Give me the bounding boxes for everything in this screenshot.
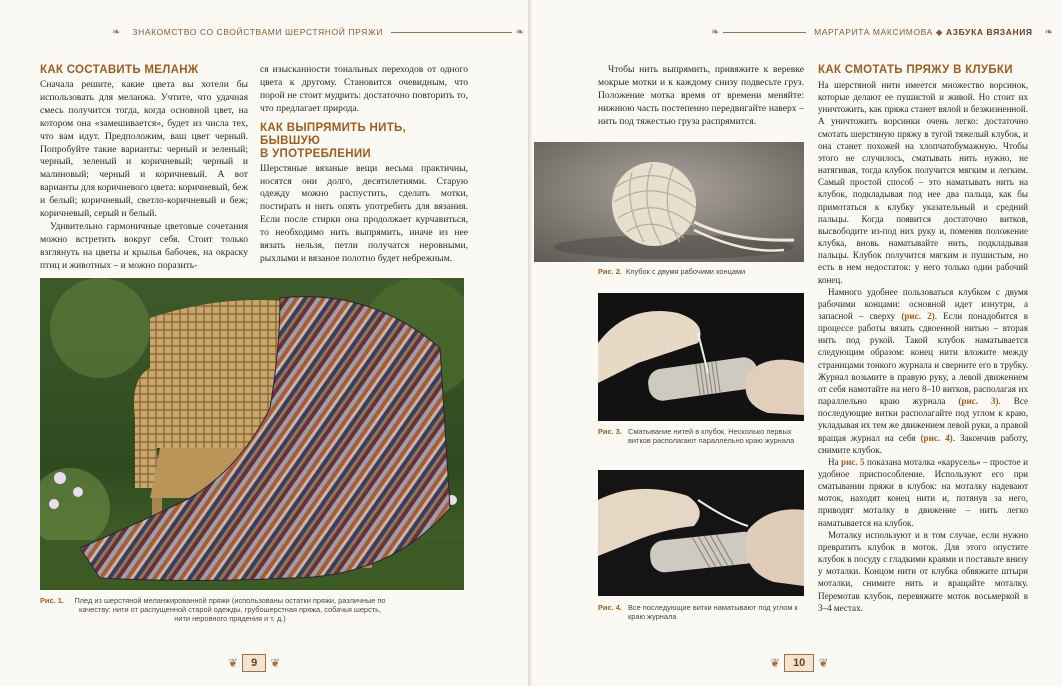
paragraph: На шерстяной нити имеется множество ворсинок, которые делают ее пушистой и живой. Но стоит их уничтожить, как пряжа станет вялой и безжизненной. А уничтожить ворсинки очень легко: достаточно смотать шерстяную пряжу в тугой тяжелый клубок, и она станет похожей на хлопчатобумажную. Чтобы этого не случилось, сматывать нить нужно, не натягивая, тогда клубок получится мягким и легким. Самый простой способ – это наматывать нить на клубок, подкладывая под нее два пальца, как бы примотаться к клубку указательный и средний пальцы. Когда появится достаточно витков, высвободите из-под них руку и, поменяв положение клубка, вновь наматывайте нить, подкладывая пальцы. Клубок получится мягким и пушистым, но есть в нем недостаток: у него только один рабочий конец. [818, 80, 1028, 285]
running-head-rule [723, 32, 806, 33]
section-title-melange: КАК СОСТАВИТЬ МЕЛАНЖ [40, 64, 199, 76]
ornament-icon: ❦ [228, 655, 239, 670]
section-title-straighten: КАК ВЫПРЯМИТЬ НИТЬ, БЫВШУЮ В УПОТРЕБЛЕНИИ [260, 121, 407, 160]
ornament-icon: ❧ [112, 26, 121, 38]
blanket-chair-illustration [40, 278, 464, 590]
ornament-icon: ❦ [770, 655, 781, 670]
paragraph: ся изысканности тональных переходов от одного цвета к другому. Становится очевидным, что порой не стоит мудрить: достаточно повторить то, что предлагает природа. [260, 64, 468, 114]
figure-reference[interactable]: рис. 5 [841, 456, 865, 467]
section-body-winding [818, 79, 1028, 614]
running-head-right [707, 24, 1057, 40]
ornament-icon: ❧ [515, 26, 524, 38]
paragraph: Чтобы нить выпрямить, привяжите к веревке мокрые мотки и к каждому снизу подвесьте груз. Положение мотка время от времени меняйте: нижнюю часть постепенно передвигайте наверх – нить под тяжестью груза распрямится. [598, 64, 804, 127]
winding-hands-illustration-2 [598, 470, 804, 596]
figure-3-label: Рис. 3. [598, 427, 622, 436]
figure-3-photo [598, 293, 804, 421]
left-column-2 [260, 64, 468, 266]
figure-2-caption: Рис. 2. Клубок с двумя рабочими концами [598, 267, 746, 276]
figure-3-caption: Сматывание нитей в клубок. Несколько первых витков располагают параллельно краю журнала [628, 427, 795, 446]
figure-4-caption: Все последующие витки наматывают под углом к краю журнала [628, 603, 798, 622]
running-head-rule [391, 32, 512, 33]
left-column-1 [40, 64, 248, 273]
paragraph: Сначала решите, какие цвета вы хотели бы использовать для меланжа. Учтите, что удачная смесь получится тогда, когда основной цвет, на котором она «замешивается», будет из числа тех, что вам идут. Предположим, ваш цвет черный. Попробуйте такие варианты: черный и зеленый; черный, зеленый и коричневый; черный и малиновый; черный и коричневый. А вот варианты для коричневого цвета: коричневый, беж и белый; коричневый, светло-коричневый и беж; коричневый, серый и белый. [40, 79, 248, 220]
yarn-ball-illustration [534, 142, 804, 262]
figure-1-label: Рис. 1. [40, 596, 64, 605]
paragraph: Намного удобнее пользоваться клубком с двумя рабочими концами: основной идет изнутри, а запасной – сверху (рис. 2). Если понадобится в процессе работы вязать сдвоенной нитью – вторая нить под рукой. Такой клубок наматывается следующим образом: конец нити вложите между страницами тонкого журнала и сверните его в трубку. Журнал возьмите в правую руку, а левой движением от себя намотайте на него 8–10 витков, располагая их параллельно краю журнала (рис. 3). Все последующие витки располагайте под углом к краю, укладывая их тем же движением левой руки, а правой вращая журнал на себя (рис. 4). Закончив работу, снимите клубок. [818, 286, 1029, 455]
continued-text [260, 64, 468, 116]
right-column-1 [598, 64, 804, 129]
page-number-right: ❦ 10 ❦ [770, 654, 828, 672]
continued-text [598, 64, 804, 129]
ornament-icon: ❦ [270, 655, 281, 670]
right-column-2 [818, 64, 1028, 614]
ornament-icon: ❧ [711, 26, 720, 38]
right-page [532, 0, 1062, 686]
running-head-book: МАРГАРИТА МАКСИМОВА ◆ АЗБУКА ВЯЗАНИЯ [814, 26, 1033, 37]
figure-1-caption: Плед из шерстяной меланжированной пряжи (использованы остатки пряжи, различные по качеству: нити от распущенной старой одежды, грубошерстная пряжа, собачья шерсть, нити неровного прядения и т. д.) [74, 596, 386, 624]
paragraph: Удивительно гармоничные цветовые сочетания можно встретить вокруг себя. Стоит только взглянуть на цветы и крылья бабочек, на окраску птиц и животных – и можно поразить- [40, 220, 248, 271]
figure-reference[interactable]: (рис. 3) [958, 396, 999, 407]
paragraph: Моталку используют и в том случае, если нужно превратить клубок в моток. Для этого опустите клубок в посуду с гладкими краями и поставьте внизу у моталки. Концом нити от клубка обвяжите штыри моталки, снимите нить и вращайте моталку. Перемотав клубок, перевяжите моток восьмеркой в 3–4 местах. [818, 529, 1028, 613]
section-body-melange [40, 79, 248, 273]
page-number-left: ❦ 9 ❦ [228, 654, 280, 672]
section-body-straighten [260, 163, 468, 266]
running-head-left [108, 24, 528, 40]
left-page [0, 0, 530, 686]
ornament-icon: ❦ [818, 655, 829, 670]
figure-reference[interactable]: (рис. 4) [920, 432, 953, 443]
ornament-icon: ❧ [1044, 26, 1053, 38]
figure-reference[interactable]: (рис. 2) [901, 310, 935, 321]
figure-1-photo [40, 278, 464, 590]
section-title-winding: КАК СМОТАТЬ ПРЯЖУ В КЛУБКИ [818, 64, 1013, 76]
paragraph: На рис. 5 показана моталка «карусель» – простое и удобное приспособление. Используют его при сматывании пряжи в клубок: на моталку надевают моток, находят конец нити и, потянув за него, приводят моталку в движение – нить легко наматывается на клубок. [818, 456, 1028, 528]
paragraph: Шерстяные вязаные вещи весьма практичны, носятся они долго, десятилетиями. Старую одежду можно распустить, сделать мотки, постирать и нить опять употребить для вязания. Если после стирки она продолжает курчавиться, то необходимо нить выпрямить, иначе из нее вязать нельзя, петли получатся неровными, рыхлыми и вязаное полотно будет небрежным. [260, 162, 468, 264]
figure-2-photo [534, 142, 804, 262]
figure-4-photo [598, 470, 804, 596]
figure-4-label: Рис. 4. [598, 603, 622, 612]
winding-hands-illustration-1 [598, 293, 804, 421]
running-head-title: ЗНАКОМСТВО СО СВОЙСТВАМИ ШЕРСТЯНОЙ ПРЯЖИ [132, 27, 384, 37]
